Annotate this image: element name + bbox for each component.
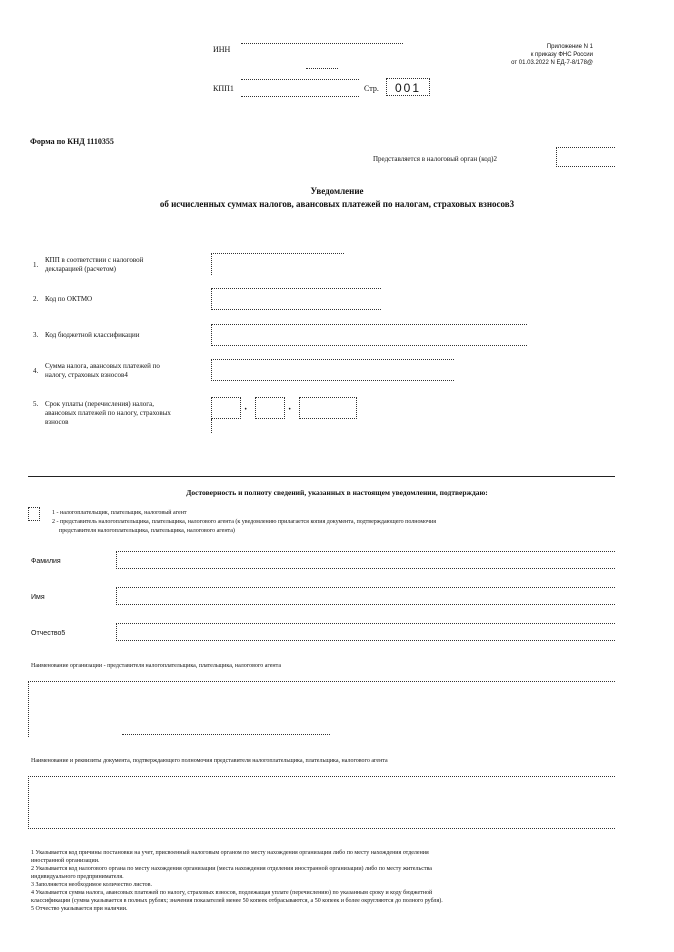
- tax-authority-box[interactable]: [556, 147, 615, 167]
- field-1-number: 1.: [33, 261, 39, 269]
- inn-field[interactable]: [241, 43, 403, 44]
- doc-input-underline: [28, 828, 615, 829]
- form-code: Форма по КНД 1110355: [30, 137, 114, 146]
- name-label: Имя: [31, 594, 45, 601]
- tax-authority-label: Представляется в налоговый орган (код)2: [373, 155, 497, 163]
- confirm-heading: Достоверность и полноту сведений, указанных в настоящем уведомлении, подтверждаю:: [186, 488, 488, 497]
- title-line-1: Уведомление: [310, 186, 364, 196]
- name-input[interactable]: [116, 587, 615, 605]
- date-separator: ·: [288, 404, 292, 415]
- inn-label: ИНН: [213, 45, 231, 54]
- field-4-input[interactable]: [211, 359, 454, 381]
- page-label: Стр.: [364, 84, 379, 93]
- field-3-input[interactable]: [211, 324, 527, 346]
- org-input[interactable]: [28, 681, 615, 737]
- field-5-number: 5.: [33, 400, 39, 408]
- field-2-label: Код по ОКТМО: [45, 295, 93, 303]
- signer-option-1: 1 - налогоплательщик, плательщик, налоговый агент: [52, 510, 187, 516]
- footnote-line: 3 Заполняется необходимое количество листов.: [31, 882, 152, 888]
- due-day-box[interactable]: [211, 397, 241, 419]
- page-number-box[interactable]: [386, 78, 430, 96]
- signer-option-2: 2 - представитель налогоплательщика, плательщика, налогового агента (к уведомлению прилагается копия документа, подтверждающего полномочия: [52, 519, 437, 525]
- due-month-box[interactable]: [255, 397, 285, 419]
- footnotes: [31, 849, 631, 913]
- doc-input[interactable]: [28, 776, 615, 829]
- signer-option-2-cont: представителя налогоплательщика, плательщика, налогового агента): [59, 528, 235, 534]
- surname-label: Фамилия: [31, 558, 61, 565]
- footnote-line: 4 Указывается сумма налога, авансовых платежей по налогу, страховых взносов, подлежащая уплате (перечислению) по указанным сроку и коду бюджетной: [31, 890, 433, 896]
- title-line-2: об исчисленных суммах налогов, авансовых платежей по налогам, страховых взносов3: [159, 199, 515, 209]
- footnote-line: иностранной организации.: [31, 858, 100, 864]
- footnote-line: индивидуального предпринимателя.: [31, 874, 124, 880]
- field-4-label: Сумма налога, авансовых платежей по налогу, страховых взносов4: [45, 362, 160, 379]
- appendix-line-1: Приложение N 1: [546, 44, 593, 50]
- inn-field-tail: [306, 68, 338, 69]
- footnote-line: 2 Указывается код налогового органа по месту нахождения организации (места нахождения отделения иностранной организации) либо по месту жительства: [31, 866, 432, 872]
- patronymic-input[interactable]: [116, 623, 615, 641]
- footnote-line: классификации (сумма указывается в полных рублях; значения показателей менее 50 копеек отбрасываются, а 50 копеек и более округляются до полного рубля).: [31, 898, 443, 904]
- page-number: 001: [395, 81, 422, 95]
- field-2-input[interactable]: [211, 288, 381, 310]
- field-1-input[interactable]: [211, 253, 344, 275]
- appendix-line-2: к приказу ФНС России: [530, 52, 593, 58]
- org-input-underline: [122, 734, 330, 735]
- appendix-line-3: от 01.03.2022 N ЕД-7-8/178@: [511, 60, 593, 66]
- kpp-label: КПП1: [213, 84, 234, 93]
- doc-label: Наименование и реквизиты документа, подтверждающего полномочия представителя налогоплательщика, плательщика, налогового агента: [31, 758, 388, 764]
- footnote-line: 1 Указывается код причины постановки на учет, присвоенный налоговым органом по месту нахождения организации либо по месту нахождения отделения: [31, 850, 429, 856]
- org-label: Наименование организации - представителя налогоплательщика, плательщика, налогового агента: [31, 663, 281, 669]
- footnote-line: 5 Отчество указывается при наличии.: [31, 906, 128, 912]
- section-divider: [28, 476, 615, 477]
- field-5-tick: [211, 419, 212, 433]
- field-1-label: КПП в соответствии с налоговой декларацией (расчетом): [45, 256, 144, 273]
- field-5-label: Срок уплаты (перечисления) налога, авансовых платежей по налогу, страховых взносов: [45, 400, 171, 426]
- field-3-number: 3.: [33, 331, 39, 339]
- patronymic-label: Отчество5: [31, 630, 66, 637]
- appendix-note: [511, 43, 593, 67]
- field-3-label: Код бюджетной классификации: [45, 331, 140, 339]
- field-4-number: 4.: [33, 367, 39, 375]
- date-separator: ·: [244, 404, 248, 415]
- surname-input[interactable]: [116, 551, 615, 569]
- kpp-field[interactable]: [241, 96, 359, 97]
- signer-type-box[interactable]: [28, 507, 40, 521]
- kpp-field-top: [241, 79, 359, 80]
- due-year-box[interactable]: [299, 397, 357, 419]
- field-2-number: 2.: [33, 295, 39, 303]
